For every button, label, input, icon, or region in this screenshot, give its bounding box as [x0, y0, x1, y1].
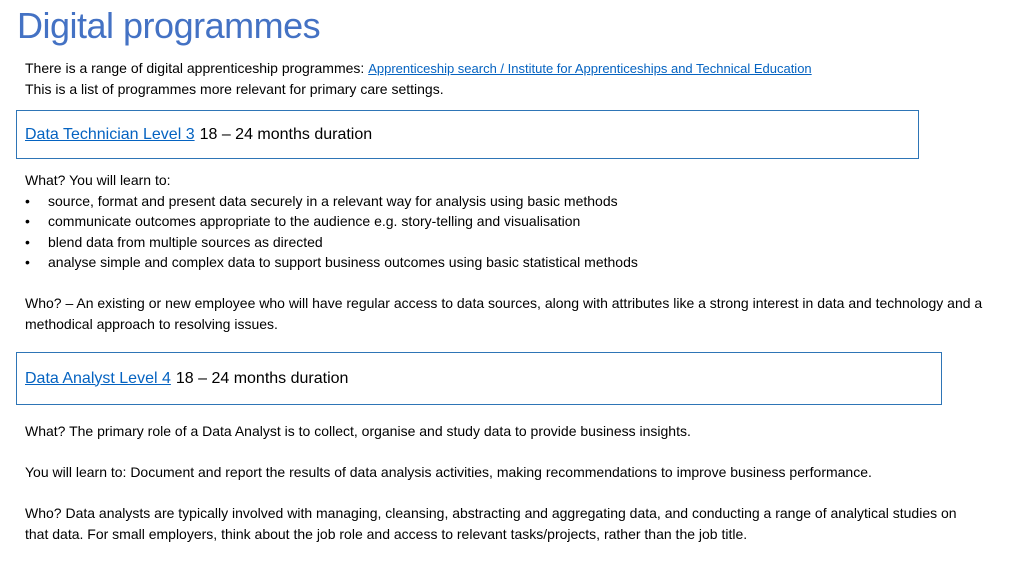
data-analyst-link[interactable]: Data Analyst Level 4 [25, 369, 171, 387]
bullet-item: • source, format and present data securely in a relevant way for analysis using basic methods [25, 191, 985, 212]
what-text: What? The primary role of a Data Analyst is to collect, organise and study data to provide business insights. [25, 423, 691, 439]
data-technician-link[interactable]: Data Technician Level 3 [25, 125, 195, 143]
data-analyst-duration: 18 – 24 months duration [175, 369, 349, 387]
intro-line-1 [25, 58, 812, 79]
page-title: Digital programmes [17, 5, 321, 46]
what-heading: What? You will learn to: [25, 172, 171, 188]
learning-bullets [25, 191, 985, 273]
bullet-item: • communicate outcomes appropriate to the audience e.g. story-telling and visualisation [25, 211, 985, 232]
intro-line-2: This is a list of programmes more relevant for primary care settings. [25, 81, 444, 97]
data-technician-details [25, 170, 985, 334]
bullet-icon: • [25, 233, 30, 250]
apprenticeship-search-link[interactable]: Apprenticeship search / Institute for Apprenticeships and Technical Education [368, 61, 812, 76]
data-technician-box [16, 110, 919, 159]
data-analyst-box [16, 352, 942, 405]
bullet-icon: • [25, 254, 30, 270]
intro [25, 58, 812, 99]
bullet-item: • blend data from multiple sources as directed [25, 232, 985, 253]
bullet-item: • analyse simple and complex data to support business outcomes using basic statistical methods [25, 252, 985, 273]
data-technician-duration: 18 – 24 months duration [199, 125, 373, 143]
bullet-icon: • [25, 213, 30, 229]
intro-text: There is a range of digital apprenticeship programmes: [25, 60, 369, 76]
data-analyst-details [25, 421, 965, 544]
who-text: Who? Data analysts are typically involved with managing, cleansing, abstracting and aggregating data, and conducting a range of analytical studies on that data. For small employers, think about the job role and access to relevant tasks/projects, rather than the job title. [25, 505, 957, 542]
who-text: Who? – An existing or new employee who will have regular access to data sources, along with attributes like a strong interest in data and technology and a methodical approach to resolving issues. [25, 295, 983, 332]
learn-text: You will learn to: Document and report the results of data analysis activities, making recommendations to improve business performance. [25, 464, 872, 480]
bullet-icon: • [25, 192, 30, 209]
